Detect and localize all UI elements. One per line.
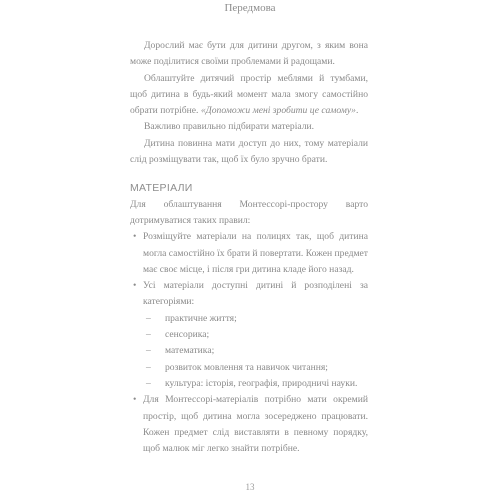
materials-rules-list <box>130 229 368 457</box>
paragraph-4: Дитина повинна мати доступ до них, тому матеріали слід розміщувати так, щоб їх було зручно брати. <box>130 137 368 166</box>
rule-text: Для Монтессорі-матеріалів потрібно мати окремий простір, щоб дитина могла зосереджено працювати. Кожен предмет слід виставляти в певному порядку, щоб малюк міг легко знайти потрібне. <box>143 394 368 455</box>
materials-intro: Для облаштування Монтессорі-простору варто дотримуватися таких правил: <box>130 198 368 226</box>
rule-item <box>130 278 368 392</box>
paragraph-1: Дорослий має бути для дитини другом, з яким вона може поділитися своїми проблемами й радощами. <box>130 40 368 68</box>
quote-text: «Допоможи мені зробити це самому» <box>200 105 356 117</box>
page-content <box>130 38 368 457</box>
rule-item <box>130 392 368 457</box>
running-head: Передмова <box>224 2 276 14</box>
section-heading-materials: МАТЕРІАЛИ <box>130 182 193 195</box>
page-number: 13 <box>245 482 255 492</box>
rule-item <box>130 229 368 278</box>
rule-text: Розміщуйте матеріали на полицях так, щоб дитина могла самостійно їх брати й повертати. Кожен предмет має своє місце, і після гри дитина кладе його назад. <box>143 231 368 275</box>
category-item: – практичне життя; <box>143 311 368 327</box>
category-list <box>143 311 368 392</box>
category-item: – математика; <box>143 343 368 359</box>
category-item: – сенсорика; <box>143 327 368 343</box>
category-item: – культура: історія, географія, природничі науки. <box>143 376 368 392</box>
paragraph-3: Важливо правильно підбирати матеріали. <box>144 121 315 133</box>
category-item: – розвиток мовлення та навичок читання; <box>143 360 368 376</box>
rule-text: Усі матеріали доступні дитині й розподілені за категоріями: <box>143 280 368 308</box>
paragraph-2: Облаштуйте дитячий простір меблями й тумбами, щоб дитина в будь-який момент мала змогу самостійно обрати потрібне. «Допоможи мені зробити це самому». <box>130 72 368 117</box>
